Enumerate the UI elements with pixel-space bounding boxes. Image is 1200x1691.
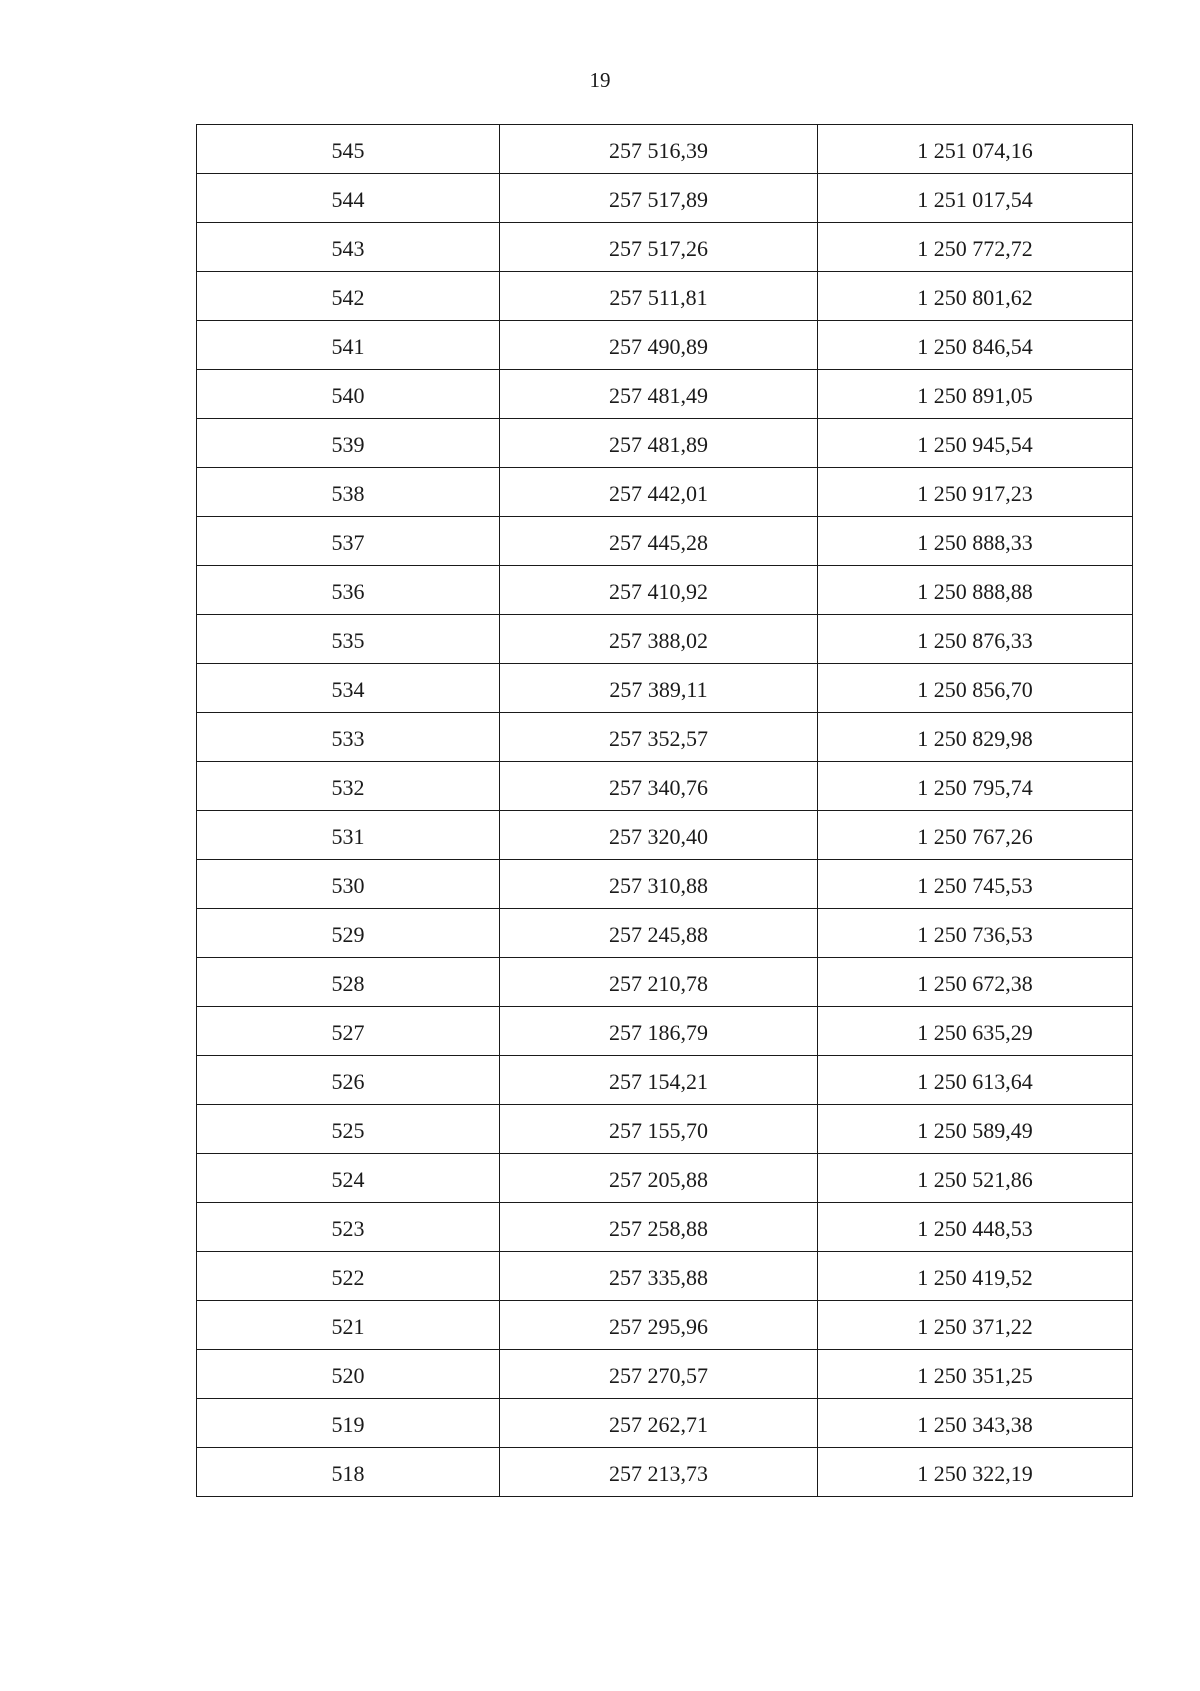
table-row [197, 1350, 1133, 1399]
x-coordinate-cell: 257 310,88 [500, 860, 818, 909]
y-coordinate-cell: 1 250 795,74 [818, 762, 1133, 811]
y-coordinate-cell: 1 250 767,26 [818, 811, 1133, 860]
y-coordinate-cell: 1 250 371,22 [818, 1301, 1133, 1350]
table-row [197, 1399, 1133, 1448]
point-number-cell: 541 [197, 321, 500, 370]
x-coordinate-cell: 257 481,49 [500, 370, 818, 419]
x-coordinate-cell: 257 445,28 [500, 517, 818, 566]
x-coordinate-cell: 257 270,57 [500, 1350, 818, 1399]
table-row [197, 811, 1133, 860]
point-number-cell: 542 [197, 272, 500, 321]
coordinates-table [196, 124, 1133, 1497]
table-row [197, 419, 1133, 468]
table-row [197, 664, 1133, 713]
table-row [197, 1154, 1133, 1203]
point-number-cell: 534 [197, 664, 500, 713]
x-coordinate-cell: 257 352,57 [500, 713, 818, 762]
y-coordinate-cell: 1 250 521,86 [818, 1154, 1133, 1203]
point-number-cell: 545 [197, 125, 500, 174]
x-coordinate-cell: 257 335,88 [500, 1252, 818, 1301]
x-coordinate-cell: 257 155,70 [500, 1105, 818, 1154]
table-row [197, 272, 1133, 321]
table-row [197, 1252, 1133, 1301]
x-coordinate-cell: 257 262,71 [500, 1399, 818, 1448]
point-number-cell: 537 [197, 517, 500, 566]
point-number-cell: 518 [197, 1448, 500, 1497]
x-coordinate-cell: 257 295,96 [500, 1301, 818, 1350]
y-coordinate-cell: 1 250 736,53 [818, 909, 1133, 958]
table-row [197, 174, 1133, 223]
point-number-cell: 520 [197, 1350, 500, 1399]
x-coordinate-cell: 257 410,92 [500, 566, 818, 615]
y-coordinate-cell: 1 250 801,62 [818, 272, 1133, 321]
table-row [197, 713, 1133, 762]
table-row [197, 615, 1133, 664]
y-coordinate-cell: 1 250 672,38 [818, 958, 1133, 1007]
table-row [197, 370, 1133, 419]
x-coordinate-cell: 257 213,73 [500, 1448, 818, 1497]
y-coordinate-cell: 1 250 772,72 [818, 223, 1133, 272]
point-number-cell: 530 [197, 860, 500, 909]
table-row [197, 468, 1133, 517]
point-number-cell: 522 [197, 1252, 500, 1301]
point-number-cell: 526 [197, 1056, 500, 1105]
y-coordinate-cell: 1 251 017,54 [818, 174, 1133, 223]
x-coordinate-cell: 257 186,79 [500, 1007, 818, 1056]
point-number-cell: 531 [197, 811, 500, 860]
x-coordinate-cell: 257 258,88 [500, 1203, 818, 1252]
x-coordinate-cell: 257 490,89 [500, 321, 818, 370]
y-coordinate-cell: 1 250 745,53 [818, 860, 1133, 909]
y-coordinate-cell: 1 250 613,64 [818, 1056, 1133, 1105]
table-row [197, 909, 1133, 958]
y-coordinate-cell: 1 250 876,33 [818, 615, 1133, 664]
table-row [197, 1007, 1133, 1056]
table-row [197, 125, 1133, 174]
point-number-cell: 539 [197, 419, 500, 468]
x-coordinate-cell: 257 245,88 [500, 909, 818, 958]
y-coordinate-cell: 1 250 829,98 [818, 713, 1133, 762]
x-coordinate-cell: 257 320,40 [500, 811, 818, 860]
y-coordinate-cell: 1 250 891,05 [818, 370, 1133, 419]
table-row [197, 223, 1133, 272]
table-row [197, 517, 1133, 566]
x-coordinate-cell: 257 340,76 [500, 762, 818, 811]
point-number-cell: 528 [197, 958, 500, 1007]
x-coordinate-cell: 257 517,26 [500, 223, 818, 272]
table-row [197, 1448, 1133, 1497]
y-coordinate-cell: 1 250 856,70 [818, 664, 1133, 713]
y-coordinate-cell: 1 250 917,23 [818, 468, 1133, 517]
coordinates-table-body [197, 125, 1133, 1497]
table-row [197, 762, 1133, 811]
table-row [197, 958, 1133, 1007]
point-number-cell: 521 [197, 1301, 500, 1350]
point-number-cell: 523 [197, 1203, 500, 1252]
y-coordinate-cell: 1 250 888,33 [818, 517, 1133, 566]
x-coordinate-cell: 257 511,81 [500, 272, 818, 321]
x-coordinate-cell: 257 388,02 [500, 615, 818, 664]
table-row [197, 1301, 1133, 1350]
table-row [197, 1203, 1133, 1252]
point-number-cell: 525 [197, 1105, 500, 1154]
point-number-cell: 532 [197, 762, 500, 811]
page-number: 19 [589, 68, 611, 92]
table-row [197, 321, 1133, 370]
y-coordinate-cell: 1 250 888,88 [818, 566, 1133, 615]
x-coordinate-cell: 257 517,89 [500, 174, 818, 223]
point-number-cell: 543 [197, 223, 500, 272]
point-number-cell: 538 [197, 468, 500, 517]
point-number-cell: 544 [197, 174, 500, 223]
x-coordinate-cell: 257 442,01 [500, 468, 818, 517]
y-coordinate-cell: 1 250 351,25 [818, 1350, 1133, 1399]
x-coordinate-cell: 257 389,11 [500, 664, 818, 713]
table-row [197, 566, 1133, 615]
x-coordinate-cell: 257 154,21 [500, 1056, 818, 1105]
x-coordinate-cell: 257 205,88 [500, 1154, 818, 1203]
y-coordinate-cell: 1 250 589,49 [818, 1105, 1133, 1154]
point-number-cell: 527 [197, 1007, 500, 1056]
x-coordinate-cell: 257 481,89 [500, 419, 818, 468]
y-coordinate-cell: 1 250 419,52 [818, 1252, 1133, 1301]
y-coordinate-cell: 1 250 945,54 [818, 419, 1133, 468]
x-coordinate-cell: 257 516,39 [500, 125, 818, 174]
y-coordinate-cell: 1 250 635,29 [818, 1007, 1133, 1056]
point-number-cell: 536 [197, 566, 500, 615]
point-number-cell: 524 [197, 1154, 500, 1203]
table-row [197, 1105, 1133, 1154]
y-coordinate-cell: 1 250 343,38 [818, 1399, 1133, 1448]
x-coordinate-cell: 257 210,78 [500, 958, 818, 1007]
y-coordinate-cell: 1 250 322,19 [818, 1448, 1133, 1497]
point-number-cell: 535 [197, 615, 500, 664]
point-number-cell: 529 [197, 909, 500, 958]
y-coordinate-cell: 1 251 074,16 [818, 125, 1133, 174]
y-coordinate-cell: 1 250 846,54 [818, 321, 1133, 370]
table-row [197, 1056, 1133, 1105]
point-number-cell: 519 [197, 1399, 500, 1448]
point-number-cell: 540 [197, 370, 500, 419]
table-row [197, 860, 1133, 909]
point-number-cell: 533 [197, 713, 500, 762]
y-coordinate-cell: 1 250 448,53 [818, 1203, 1133, 1252]
